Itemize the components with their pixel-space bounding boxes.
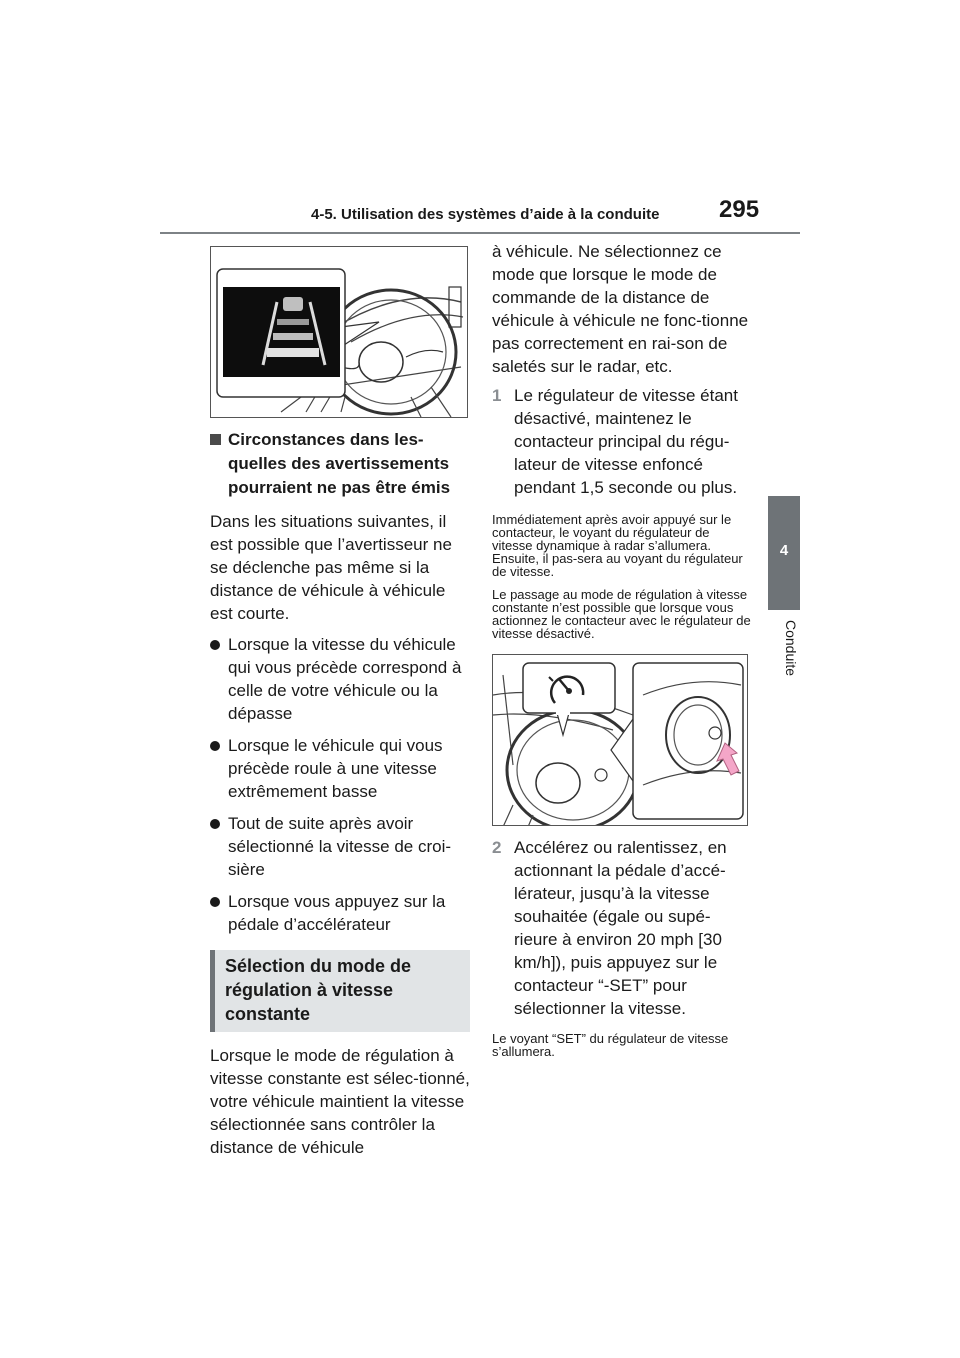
left-column	[210, 246, 470, 1159]
illustration-distance-display	[210, 246, 468, 418]
subheading-text: Circonstances dans les-quelles des avertissements pourraient ne pas être émis	[228, 430, 451, 497]
bullet-dot-icon	[210, 640, 220, 650]
list-item	[210, 633, 470, 725]
note-set: Le voyant “SET” du régulateur de vitesse s’allumera.	[492, 1031, 729, 1059]
list-item	[210, 812, 470, 881]
chapter-tab-number: 4	[779, 542, 789, 559]
square-bullet-icon	[210, 434, 221, 445]
right-column	[492, 240, 752, 1058]
step-text: Le régulateur de vitesse étant désactivé, maintenez le contacteur principal du régu-lateur de vitesse enfoncé pendant 1,5 seconde ou plus.	[514, 386, 738, 497]
chapter-label: Conduite	[783, 620, 799, 677]
list-item-text: Tout de suite après avoir sélectionné la vitesse de croi-sière	[228, 814, 452, 879]
step-number: 1	[492, 386, 502, 405]
list-item-text: Lorsque vous appuyez sur la pédale d’accélérateur	[228, 892, 446, 934]
page-number: 295	[719, 196, 760, 223]
bullet-dot-icon	[210, 819, 220, 829]
section-title: Sélection du mode de régulation à vitesse constante	[225, 956, 412, 1024]
step-number: 2	[492, 838, 502, 857]
section-paragraph: Lorsque le mode de régulation à vitesse constante est sélec-tionné, votre véhicule maintient la vitesse sélectionnée sans contrôler la distance de véhicule	[210, 1046, 470, 1157]
list-item	[210, 890, 470, 936]
bullet-dot-icon	[210, 897, 220, 907]
subheading-warning-circumstances	[210, 428, 470, 500]
list-item-text: Lorsque le véhicule qui vous précède roule à une vitesse extrêmement basse	[228, 736, 443, 801]
header-title: 4-5. Utilisation des systèmes d’aide à la conduite	[311, 206, 660, 223]
intro-paragraph: Dans les situations suivantes, il est possible que l’avertisseur ne se déclenche pas même si la distance de véhicule à véhicule est courte.	[210, 512, 452, 623]
chapter-tab[interactable]	[768, 496, 800, 610]
bullet-list	[210, 633, 470, 936]
continued-paragraph: à véhicule. Ne sélectionnez ce mode que lorsque le mode de commande de la distance de véhicule à véhicule ne fonc-tionne pas correctement en rai-son de saletés sur le radar, etc.	[492, 242, 749, 376]
note-passage: Le passage au mode de régulation à vitesse constante n’est possible que lorsque vous actionnez le contacteur avec le régulateur de vitesse désactivé.	[492, 587, 751, 641]
header-rule	[160, 232, 800, 234]
list-item-text: Lorsque la vitesse du véhicule qui vous précède correspond à celle de votre véhicule ou la dépasse	[228, 635, 462, 723]
illustration-steering-switch	[492, 654, 748, 826]
bullet-dot-icon	[210, 741, 220, 751]
step-1	[492, 384, 752, 499]
note-voyant: Immédiatement après avoir appuyé sur le contacteur, le voyant du régulateur de vitesse dynamique à radar s’allumera. Ensuite, il pas-sera au voyant du régulateur de vitesse.	[492, 512, 743, 579]
step-2	[492, 836, 752, 1020]
section-heading-box	[210, 950, 470, 1032]
step-text: Accélérez ou ralentissez, en actionnant la pédale d’accé-lérateur, jusqu’à la vitesse souhaitée (égale ou supé-rieure à environ 20 mph [30 km/h]), puis appuyez sur le contacteur “-SET” pour sélectionner la vitesse.	[514, 838, 727, 1018]
list-item	[210, 734, 470, 803]
